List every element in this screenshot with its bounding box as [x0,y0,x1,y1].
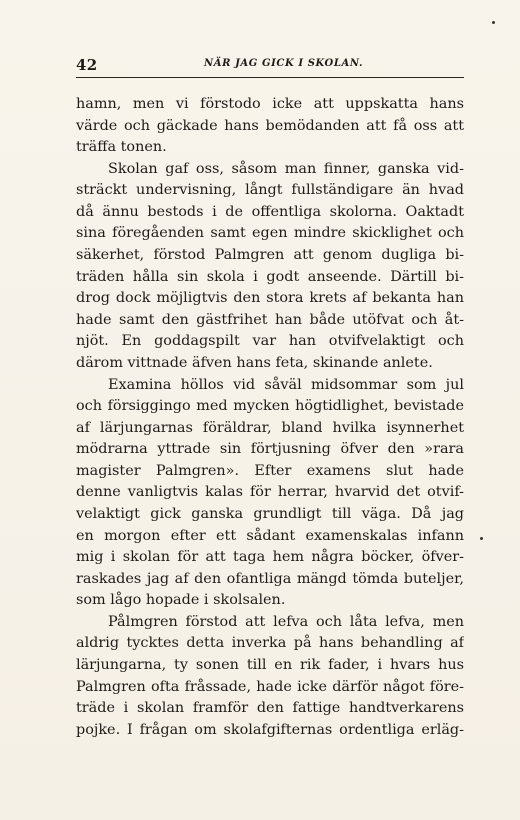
text-line: magister Palmgren». Efter examens slut hade [76,462,464,479]
text-line: hade samt den gästfrihet han både utöfvat och åt- [76,311,464,328]
print-speck [492,21,495,24]
text-line: Palmgren ofta fråssade, hade icke därför något före- [76,678,464,695]
text-line: träffa tonen. [76,139,167,156]
text-line: då ännu bestods i de offentliga skolorna. Oaktadt [76,203,464,220]
text-line: en morgon efter ett sådant examenskalas infann [76,527,464,544]
print-speck [480,537,483,540]
text-line: njöt. En goddagspilt var han otvifvelaktigt och [76,333,464,350]
text-line: Skolan gaf oss, såsom man finner, ganska vid- [108,160,464,177]
text-line: Examina höllos vid såväl midsommar som jul [108,376,464,393]
text-line: därom vittnade äfven hans feta, skinande anlete. [76,354,433,371]
text-line: raskades jag af den ofantliga mängd tömda buteljer, [76,570,464,587]
page-number: 42 [76,56,98,74]
body-text [76,94,464,741]
text-line: som lågo hopade i skolsalen. [76,592,286,609]
text-line: Pålmgren förstod att lefva och låta lefva, men [108,613,464,630]
text-line: och försiggingo med mycken högtidlighet, bevistade [76,398,464,415]
text-line: velaktigt gick ganska grundligt till väga. Då jag [76,505,464,522]
text-line: värde och gäckade hans bemödanden att få oss att [76,117,464,134]
text-line: sina föregåenden samt egen mindre skicklighet och [76,225,464,242]
text-line: träde i skolan framför den fattige handtverkarens [76,700,464,717]
text-line: drog dock möjligtvis den stora krets af bekanta han [76,290,464,307]
text-line: hamn, men vi förstodo icke att uppskatta hans [76,96,464,112]
text-line: denne vanligtvis kalas för herrar, hvarvid det otvif- [76,484,464,501]
text-line: sträckt undervisning, långt fullständigare än hvad [76,182,464,199]
text-line: lärjungarna, ty sonen till en rik fader, i hvars hus [76,657,464,674]
page-header [76,56,464,78]
running-head: NÄR JAG GICK I SKOLAN. [204,58,364,69]
text-line: af lärjungarnas föräldrar, bland hvilka isynnerhet [76,419,464,436]
text-line: aldrig tycktes detta inverka på hans behandling af [76,635,464,652]
header-rule [76,77,464,78]
text-line: träden hålla sin skola i godt anseende. Därtill bi- [76,268,464,285]
text-line: säkerhet, förstod Palmgren att genom dugliga bi- [76,247,464,264]
text-line: mödrarna yttrade sin förtjusning öfver den »rara [76,441,464,458]
text-line: mig i skolan för att taga hem några böcker, öfver- [76,549,464,566]
text-line: pojke. I frågan om skolafgifternas ordentliga erläg- [76,721,464,738]
